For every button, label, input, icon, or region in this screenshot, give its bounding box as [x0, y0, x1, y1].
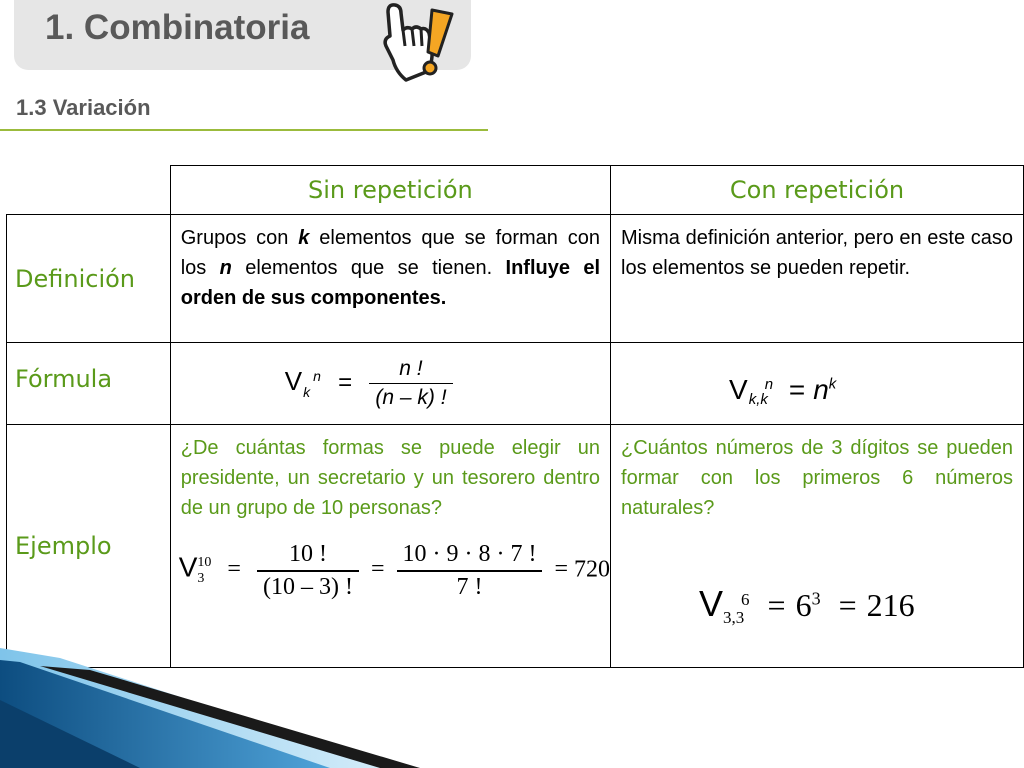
section-subtitle: 1.3 Variación: [16, 95, 151, 120]
pointing-hand-exclamation-icon: [380, 2, 458, 84]
row-label-definicion: Definición: [7, 215, 171, 343]
formula-sin-sub: k: [303, 383, 311, 400]
ex-con-eq2: =: [838, 587, 857, 623]
table-row-definicion: [7, 215, 1024, 343]
table-row-formula: [7, 343, 1024, 425]
ex-sin-v: V: [178, 551, 198, 583]
ex-sin-eq3: =: [554, 556, 569, 583]
subtitle-divider: [0, 129, 488, 131]
ejemplo-sin-question: ¿De cuántas formas se puede elegir un presidente, un secretario y un tesorero dentro de un grupo de 10 personas?: [180, 437, 601, 519]
definicion-sin-text-1: Grupos con: [180, 227, 299, 249]
ex-sin-frac1: [257, 541, 359, 601]
ex-sin-sub: 3: [197, 570, 205, 586]
definicion-con-cell: Misma definición anterior, pero en este caso los elementos se pueden repetir.: [611, 215, 1024, 343]
ejemplo-sin-cell: [170, 425, 610, 668]
formula-sin-v: V: [284, 366, 303, 397]
ex-con-sub: 3,3: [723, 607, 745, 627]
var-k: k: [298, 227, 310, 249]
variation-table: [6, 165, 1024, 668]
ex-con-exp: 3: [811, 588, 821, 609]
ejemplo-sin-formula: [171, 523, 610, 601]
definicion-sin-text-3: elementos que se tienen.: [231, 257, 506, 279]
ex-con-base: 6: [795, 587, 812, 623]
formula-con-cell: [611, 343, 1024, 425]
formula-sin-eq: =: [338, 369, 353, 397]
row-label-ejemplo: Ejemplo: [7, 425, 171, 668]
definicion-sin-cell: [170, 215, 610, 343]
ejemplo-con-cell: [611, 425, 1024, 668]
formula-sin: [284, 356, 453, 410]
formula-sin-den: (n – k) !: [375, 386, 447, 410]
ex-sin-den1: (10 – 3) !: [262, 573, 353, 600]
table-header-row: [7, 166, 1024, 215]
definicion-sin-text-2: elementos que se forman con los: [180, 227, 601, 279]
table-row-ejemplo: [7, 425, 1024, 668]
ex-sin-eq2: =: [370, 556, 385, 583]
ex-sin-frac2: [397, 541, 543, 601]
col-header-con: Con repetición: [611, 166, 1024, 215]
formula-con-sub: k,k: [748, 390, 768, 408]
ex-con-sup: 6: [741, 589, 750, 609]
ex-sin-eq1: =: [227, 556, 241, 583]
formula-sin-sup: n: [313, 367, 321, 384]
formula-sin-fraction: [369, 357, 452, 411]
empty-corner-cell: [7, 166, 171, 215]
var-n: n: [219, 257, 232, 279]
page-title: 1. Combinatoria: [45, 8, 310, 47]
formula-con-eq: =: [788, 374, 806, 406]
formula-sin-cell: [170, 343, 610, 425]
col-header-sin: Sin repetición: [170, 166, 610, 215]
ex-sin-den2: 7 !: [456, 573, 483, 600]
formula-con-sup: n: [764, 375, 774, 393]
ex-con-result: 216: [866, 587, 915, 623]
formula-con-v: V: [729, 374, 748, 406]
ex-con-eq1: =: [767, 587, 786, 623]
ex-sin-result: 720: [574, 556, 611, 583]
ejemplo-con-formula: [611, 523, 1023, 627]
ex-sin-num1: 10 !: [288, 541, 327, 567]
formula-sin-num: n !: [399, 356, 423, 380]
ex-sin-num2: 10 · 9 · 8 · 7 !: [402, 541, 537, 567]
definicion-sin-bold: Influye el orden de sus componentes.: [180, 257, 601, 309]
formula-con-base: n: [813, 374, 829, 406]
ex-sin-sup: 10: [197, 554, 212, 570]
ex-con-v: V: [699, 583, 724, 624]
formula-con: [729, 374, 837, 408]
ejemplo-con-question: ¿Cuántos números de 3 dígitos se pueden formar con los primeros 6 números naturales?: [621, 437, 1013, 519]
row-label-formula: Fórmula: [7, 343, 171, 425]
decorative-corner-stripes: [0, 640, 520, 768]
formula-con-exp: k: [828, 375, 837, 393]
